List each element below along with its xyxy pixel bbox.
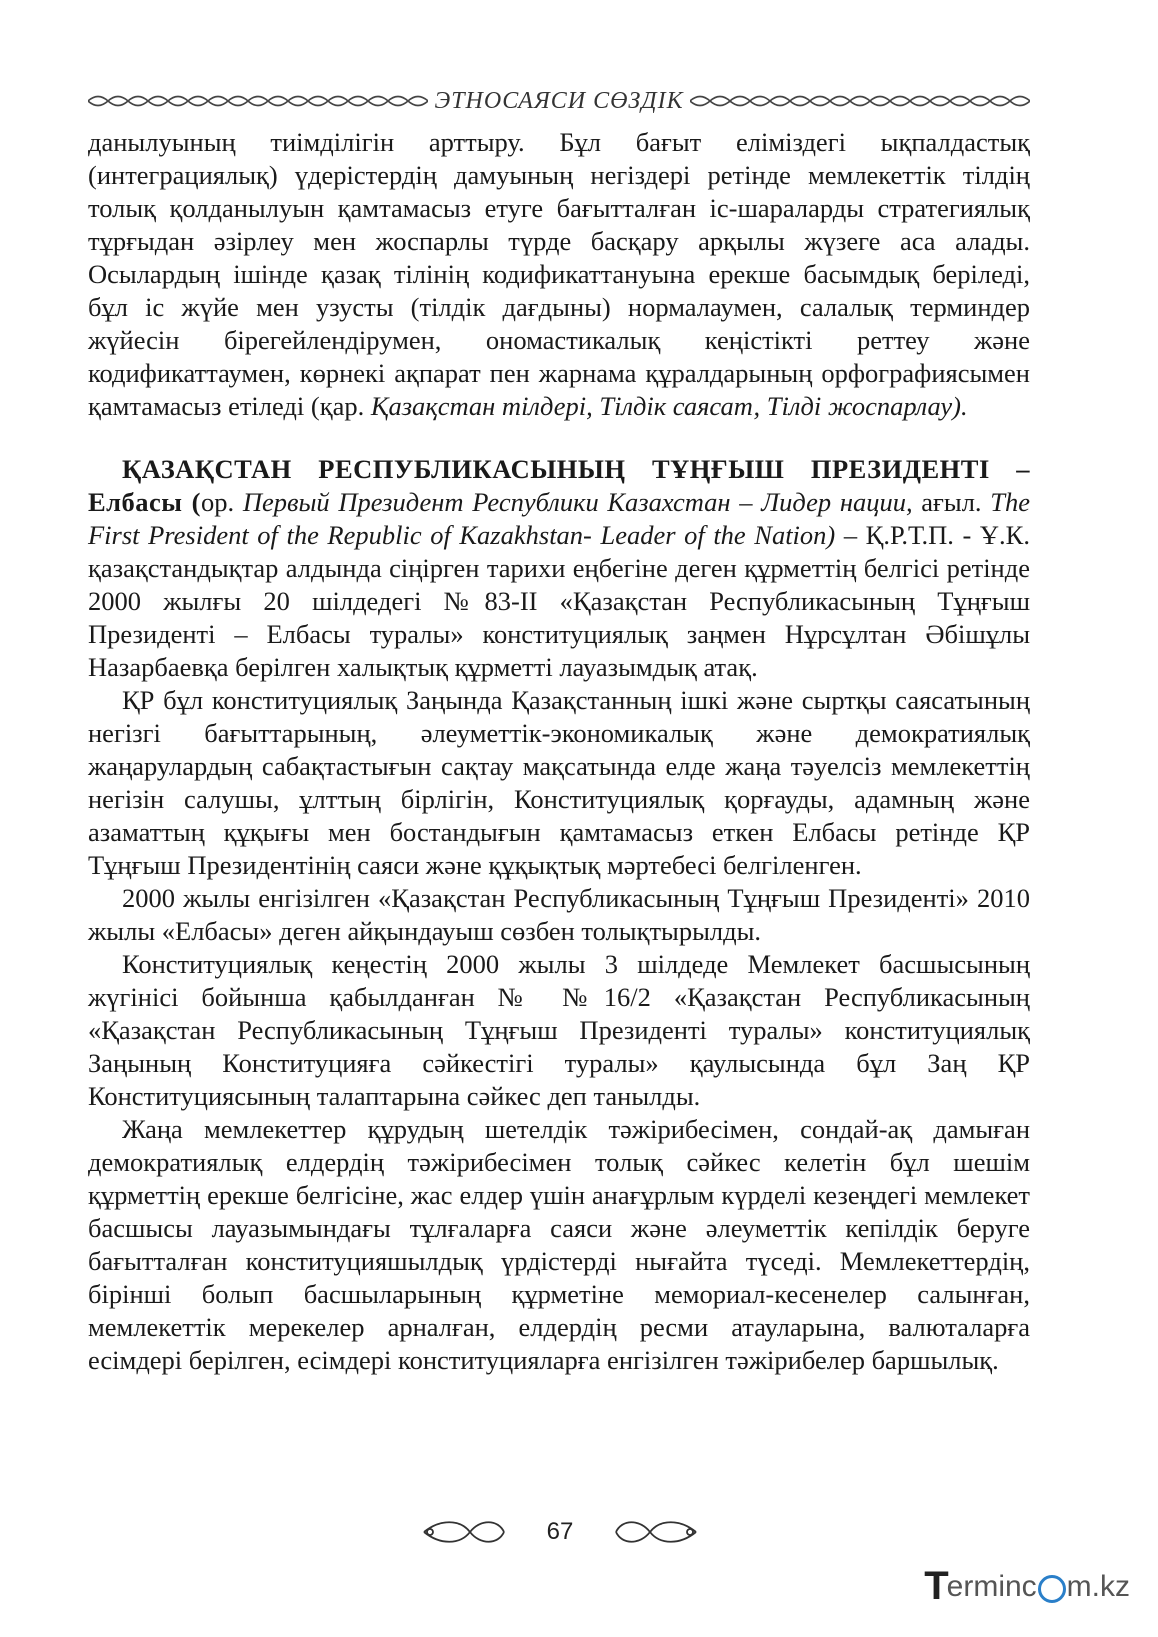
russian-term: Первый Президент Республики Казахстан – Лидер нации, — [242, 487, 913, 517]
body-paragraph: ҚР бұл конституциялық Заңында Қазақстанның ішкі және сыртқы саясатының негізгі бағыттарының, әлеуметтік-экономикалық және демократиялық жаңарулардың сабақтастығын сақтау мақсатында елде жаңа тәуелсіз мемлекеттің негізін салушы, ұлттың бірлігін, Конституциялық қорғауды, адамның және азаматтың құқығы мен бостандығын қамтамасыз еткен Елбасы ретінде ҚР Тұңғыш Президентінің саяси және құқықтық мәртебесі белгіленген. — [88, 685, 1030, 880]
dictionary-entry — [88, 453, 1030, 684]
english-label: ағыл. — [912, 487, 991, 517]
watermark-text-b: m.kz — [1066, 1569, 1130, 1603]
continued-paragraph — [88, 126, 1030, 423]
cross-reference: Қазақстан тілдері, Тілдік саясат, Тілді жоспарлау). — [370, 391, 968, 421]
continued-text: данылуының тиімділігін арттыру. Бұл бағыт еліміздегі ықпалдастық (интеграциялық) үдерістердің дамуының негіздері ретінде мемлекеттік тілдің толық қолданылуын қамтамасыз етуге бағытталған іс-шараларды стратегиялық тұрғыдан әзірлеу мен жоспарлы түрде басқару арқылы жүзеге аса алады. Осылардың ішінде қазақ тілінің кодификаттануына ерекше басымдық беріледі, бұл іс жүйе мен узусты (тілдік дағдыны) нормалаумен, салалық терминдер жүйесін бірегейлендірумен, ономастикалық кеңістікті реттеу және кодификаттаумен, көрнекі ақпарат пен жарнама құралдарының орфографиясымен қамтамасыз етіледі (қар. — [88, 127, 1030, 421]
watermark-t: T — [924, 1564, 949, 1608]
globe-icon — [1038, 1575, 1066, 1603]
body-paragraph: Жаңа мемлекеттер құрудың шетелдік тәжірибесімен, сондай-ақ дамыған демократиялық елдердің тәжірибесімен толық сәйкес келетін бұл шешім құрметтің ерекше белгісіне, жас елдер үшін анағұрлым күрделі кезеңдегі мемлекет басшысы лауазымындағы тұлғаларға саяси және әлеуметтік кепілдік беруге бағытталған конституцияшылдық үрдістерді нығайта түседі. Мемлекеттердің, бірінші болып басшыларының құрметіне мемориал-кесенелер салынған, мемлекеттік мерекелер арналған, елдердің ресми атауларына, валюталарға есімдері берілген, есімдері конституцияларға енгізілген тәжірибелер баршылық. — [88, 1114, 1030, 1375]
body-paragraph: 2000 жылы енгізілген «Қазақстан Республикасының Тұңғыш Президенті» 2010 жылы «Елбасы» деген айқындауыш сөзбен толықтырылды. — [88, 883, 1030, 946]
body-paragraph: Конституциялық кеңестің 2000 жылы 3 шілдеде Мемлекет басшысының жүгінісі бойынша қабылданған № №16/2 «Қазақстан Республикасының «Қазақстан Республикасының Тұңғыш Президенті туралы» конституциялық Заңының Конституцияға сәйкестігі туралы» қаулысында бұл Заң ҚР Конституциясының талаптарына сәйкес деп танылды. — [88, 949, 1030, 1111]
page-number: 67 — [546, 1518, 574, 1545]
right-swirl-icon — [612, 1519, 700, 1545]
watermark-text-a: erminc — [946, 1569, 1037, 1603]
left-swirl-icon — [420, 1519, 508, 1545]
left-ornament-icon — [88, 90, 428, 112]
page-body — [88, 126, 1030, 1377]
russian-label: ор. — [201, 487, 243, 517]
english-term: The First President of the Republic of Kazakhstan- Leader of the Nation) — [88, 487, 1030, 550]
page-footer — [420, 1512, 700, 1552]
termincom-watermark — [924, 1564, 1130, 1609]
entry-definition: – Қ.Р.Т.П. - Ұ.К. қазақстандықтар алдында сіңірген тарихи еңбегіне деген құрметтің белгісі ретінде 2000 жылғы 20 шілдедегі №83-ІІ «Қазақстан Республикасының Тұңғыш Президенті – Елбасы туралы» конституциялық заңмен Нұрсұлтан Әбішұлы Назарбаевқа берілген халықтық құрметті лауазымдық атақ. — [88, 520, 1030, 682]
running-header — [88, 86, 1030, 116]
entry-headword: ҚАЗАҚСТАН РЕСПУБЛИКАСЫНЫҢ ТҰҢҒЫШ ПРЕЗИДЕНТІ – Елбасы ( — [88, 454, 1030, 517]
right-ornament-icon — [690, 90, 1030, 112]
header-title: ЭТНОСАЯСИ СӨЗДІК — [434, 87, 684, 114]
